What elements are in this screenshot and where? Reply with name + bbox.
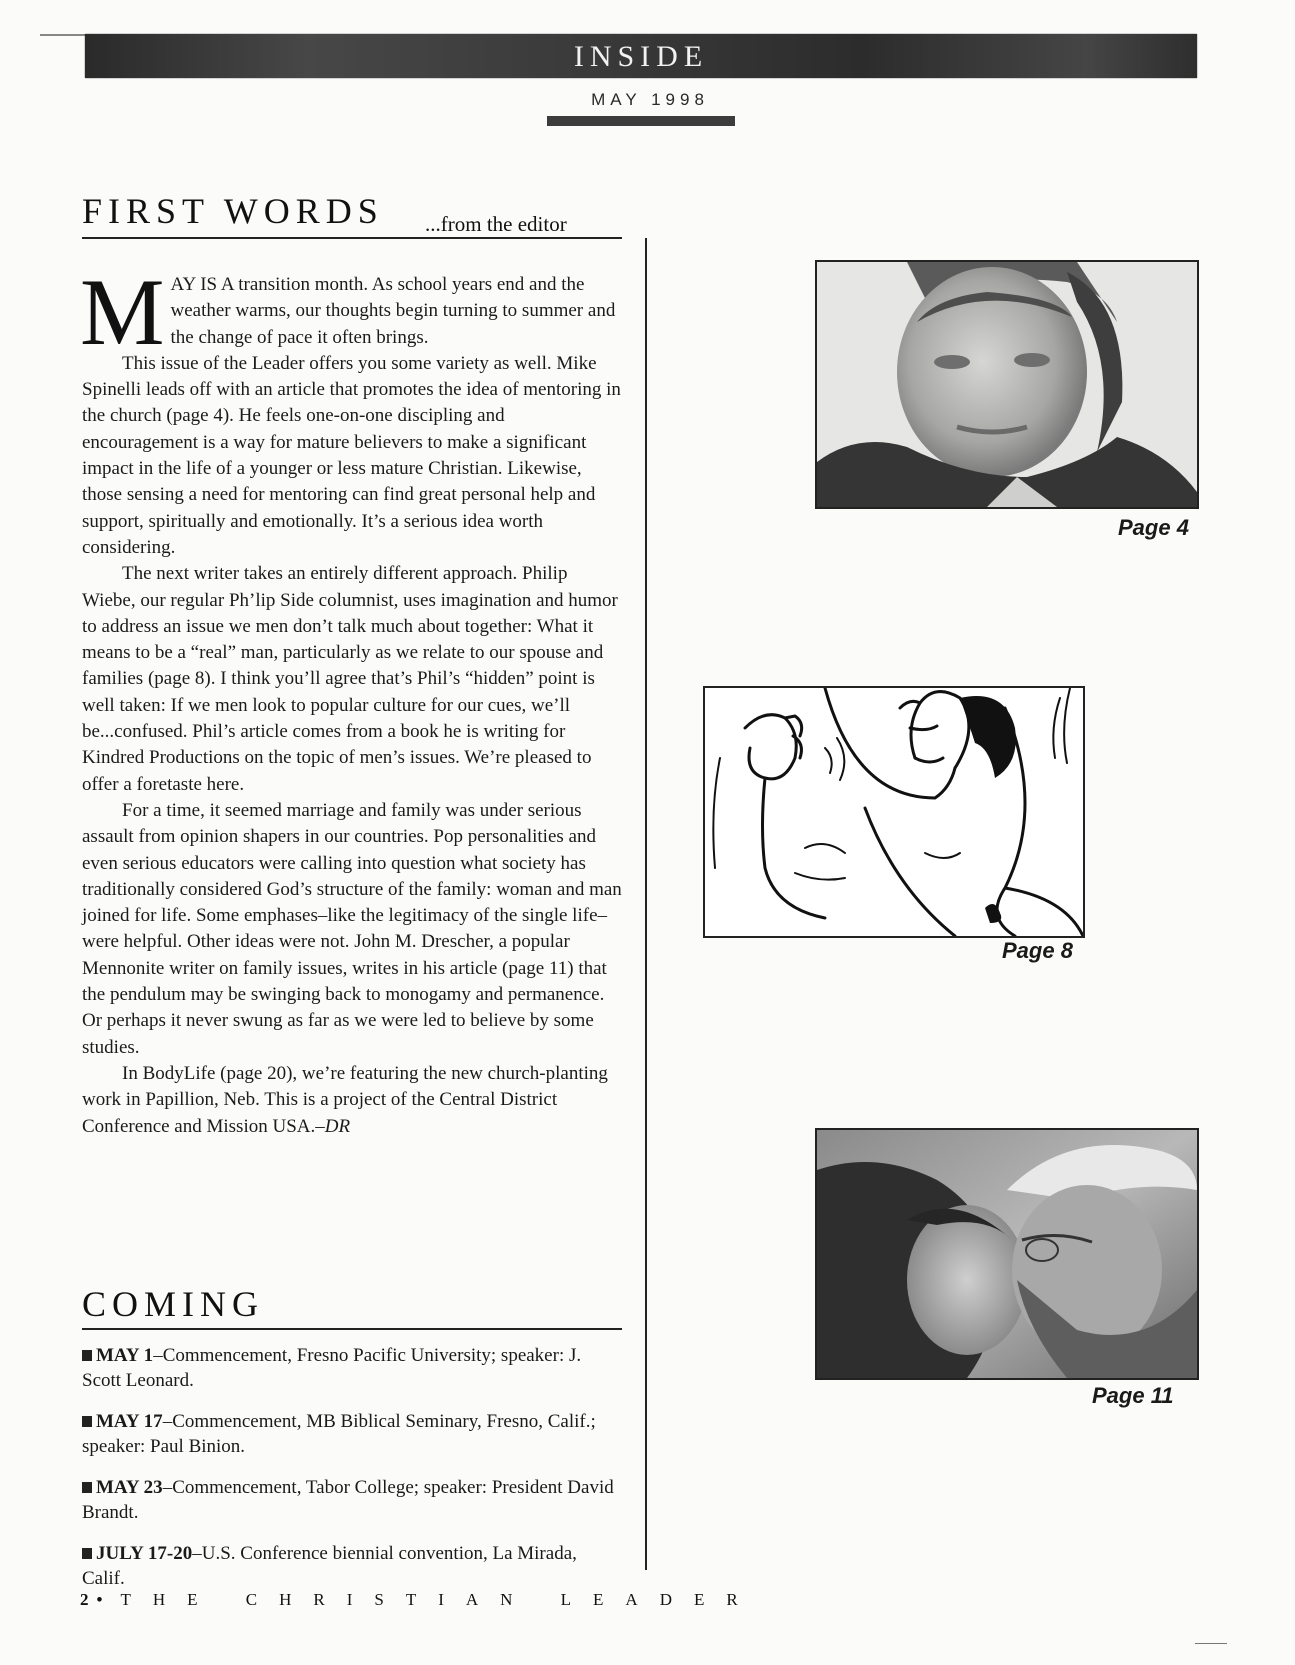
- column-divider: [645, 238, 647, 1570]
- square-bullet-icon: [82, 1482, 92, 1493]
- cartoon-illustration: [705, 688, 1083, 936]
- photo-page-4: [815, 260, 1199, 509]
- editor-article: [80, 259, 622, 1140]
- first-words-rule: [82, 237, 622, 239]
- corner-rule: [1195, 1643, 1227, 1644]
- issue-date: MAY 1998: [591, 90, 709, 109]
- article-paragraph: This issue of the Leader offers you some variety as well. Mike Spinelli leads off with an article that promotes the idea of mentoring in the church (page 4). He feels one-on-one discipling and encouragement is a way for mature believers to make a significant impact in the life of a younger or less mature Christian. Likewise, those sensing a need for mentoring can find great personal help and support, spiritually and emotionally. It’s a serious idea worth considering.: [82, 352, 621, 558]
- issue-date-bar: [547, 116, 735, 126]
- photo-caption: Page 11: [1092, 1383, 1174, 1408]
- list-item: JULY 17-20–U.S. Conference biennial convention, La Mirada, Calif.: [82, 1543, 577, 1589]
- footer-bullet: •: [96, 1590, 103, 1609]
- photo-caption: Page 8: [1002, 938, 1073, 963]
- couple-photo: [817, 1130, 1197, 1378]
- from-editor-subtitle: ...from the editor: [425, 212, 567, 236]
- first-words-heading: FIRST WORDS: [82, 191, 384, 231]
- magazine-name: THE CHRISTIAN LEADER: [120, 1590, 760, 1609]
- page-footer: [80, 1590, 760, 1610]
- article-paragraph: For a time, it seemed marriage and family was under serious assault from opinion shapers in our countries. Pop personalities and even serious educators were calling into question what society has traditionally considered God’s structure of the family: woman and man joined for life. Some emphases–like the legitimacy of the single life–were helpful. Other ideas were not. John M. Drescher, a popular Mennonite writer on family issues, writes in his article (page 11) that the pendulum may be swinging back to monogamy and permanence. Or perhaps it never swung as far as we were led to believe by some studies.: [82, 799, 622, 1058]
- square-bullet-icon: [82, 1548, 92, 1559]
- list-item: MAY 23–Commencement, Tabor College; speaker: President David Brandt.: [82, 1477, 614, 1523]
- portrait-photo: [817, 262, 1197, 507]
- editor-initials: DR: [324, 1115, 351, 1137]
- coming-heading: COMING: [82, 1284, 265, 1324]
- drop-cap: M: [80, 259, 165, 365]
- photo-page-11: [815, 1128, 1199, 1380]
- square-bullet-icon: [82, 1416, 92, 1427]
- list-item: MAY 17–Commencement, MB Biblical Seminary, Fresno, Calif.; speaker: Paul Binion.: [82, 1411, 596, 1457]
- article-paragraph: MAY IS A transition month. As school years end and the weather warms, our thoughts begin turning to summer and the change of pace it often brings.: [80, 259, 616, 365]
- inside-title: INSIDE: [573, 40, 709, 73]
- page-number: 2: [80, 1590, 89, 1609]
- illustration-page-8: [703, 686, 1085, 938]
- square-bullet-icon: [82, 1350, 92, 1361]
- photo-caption: Page 4: [1118, 515, 1189, 540]
- coming-events-list: [82, 1343, 622, 1607]
- coming-rule: [82, 1328, 622, 1330]
- article-paragraph: The next writer takes an entirely different approach. Philip Wiebe, our regular Ph’lip Side columnist, uses imagination and humor to address an issue we men don’t talk much about together: What it means to be a “real” man, particularly as we relate to our spouse and families (page 8). I think you’ll agree that’s Phil’s “hidden” point is well taken: If we men look to popular culture for our cues, we’ll be...confused. Phil’s article comes from a book he is writing for Kindred Productions on the topic of men’s issues. We’re pleased to offer a foretaste here.: [82, 563, 618, 795]
- list-item: MAY 1–Commencement, Fresno Pacific University; speaker: J. Scott Leonard.: [82, 1345, 582, 1391]
- article-paragraph: In BodyLife (page 20), we’re featuring the new church-planting work in Papillion, Neb. This is a project of the Central District Conference and Mission USA.–DR: [82, 1062, 608, 1137]
